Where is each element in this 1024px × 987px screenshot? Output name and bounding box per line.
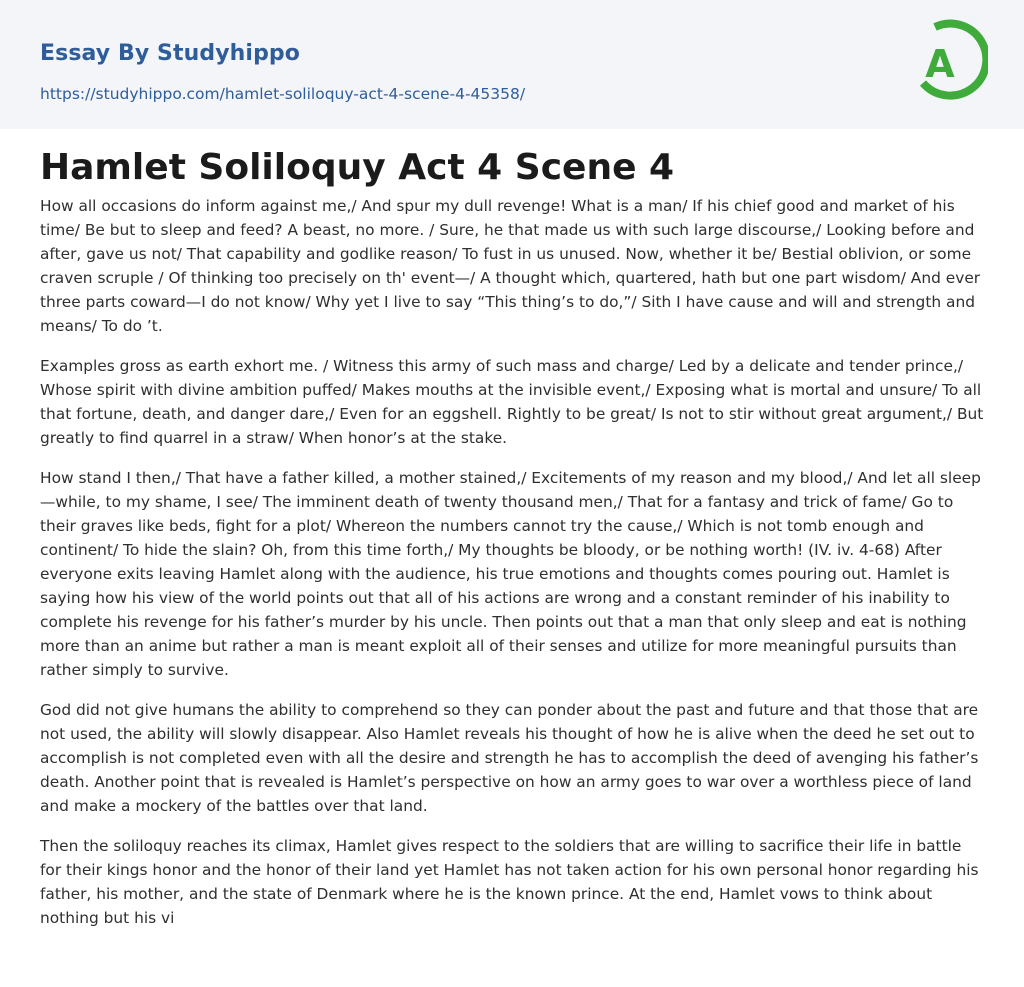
source-url-link[interactable]: https://studyhippo.com/hamlet-soliloquy-act-4-scene-4-45358/ [40,85,526,103]
paragraph: God did not give humans the ability to comprehend so they can ponder about the past and future and that those that are not used, the ability will slowly disappear. Also Hamlet reveals his thought of how he is alive when the deed he set out to accomplish is not completed even with all the desire and strength he has to accomplish the deed of avenging his father’s death. Another point that is revealed is Hamlet’s perspective on how an army goes to war over a worthless piece of land and make a mockery of the battles over that land. [40,701,979,815]
logo-letter: A [925,42,955,86]
page-title: Hamlet Soliloquy Act 4 Scene 4 [40,147,675,188]
article-body [40,194,986,946]
brand-title[interactable]: Essay By Studyhippo [40,41,300,66]
paragraph: How stand I then,/ That have a father killed, a mother stained,/ Excitements of my reason and my blood,/ And let all sleep—while, to my shame, I see/ The imminent death of twenty thousand men,/ That for a fantasy and trick of fame/ Go to their graves like beds, fight for a plot/ Whereon the numbers cannot try the cause,/ Which is not tomb enough and continent/ To hide the slain? Oh, from this time forth,/ My thoughts be bloody, or be nothing worth! (IV. iv. 4-68) After everyone exits leaving Hamlet along with the audience, his true emotions and thoughts comes pouring out. Hamlet is saying how his view of the world points out that all of his actions are wrong and a constant reminder of his inability to complete his revenge for his father’s murder by his uncle. Then points out that a man that only sleep and eat is nothing more than an anime but rather a man is meant exploit all of their senses and utilize for more meaningful pursuits than rather simply to survive. [40,469,981,679]
paragraph: How all occasions do inform against me,/ And spur my dull revenge! What is a man/ If his chief good and market of his time/ Be but to sleep and feed? A beast, no more. / Sure, he that made us with such large discourse,/ Looking before and after, gave us not/ That capability and godlike reason/ To fust in us unused. Now, whether it be/ Bestial oblivion, or some craven scruple / Of thinking too precisely on th' event—/ A thought which, quartered, hath but one part wisdom/ And ever three parts coward—I do not know/ Why yet I live to say “This thing’s to do,”/ Sith I have cause and will and strength and means/ To do ’t. [40,197,981,335]
studyhippo-logo-icon[interactable] [910,18,988,106]
paragraph: Then the soliloquy reaches its climax, Hamlet gives respect to the soldiers that are willing to sacrifice their life in battle for their kings honor and the honor of their land yet Hamlet has not taken action for his own personal honor regarding his father, his mother, and the state of Denmark where he is the known prince. At the end, Hamlet vows to think about nothing but his vi [40,837,979,927]
paragraph: Examples gross as earth exhort me. / Witness this army of such mass and charge/ Led by a delicate and tender prince,/ Whose spirit with divine ambition puffed/ Makes mouths at the invisible event,/ Exposing what is mortal and unsure/ To all that fortune, death, and danger dare,/ Even for an eggshell. Rightly to be great/ Is not to stir without great argument,/ But greatly to find quarrel in a straw/ When honor’s at the stake. [40,357,984,447]
